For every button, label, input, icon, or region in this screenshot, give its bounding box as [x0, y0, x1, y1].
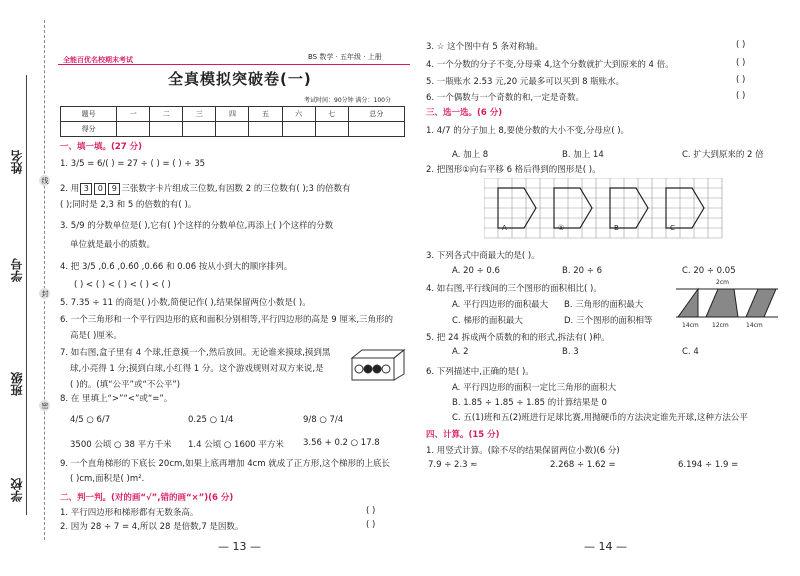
question-4-line-1: 4. 把 3/5 ,0.6̇ ,0.6̇0̇ ,0.66 和 0.06̇ 按从小到大的顺序排列。: [60, 262, 293, 272]
option[interactable]: C. 扩大到原来的 2 倍: [682, 150, 764, 160]
judge-6: 6. 一个偶数与一个奇数的和,一定是奇数。: [426, 93, 585, 103]
option[interactable]: B. 三角形的面积最大: [564, 300, 644, 310]
page-number: — 14 —: [584, 540, 627, 553]
binding-line: [26, 75, 27, 515]
compare-item: 4/5 ○ 6/7: [70, 415, 111, 425]
answer-paren[interactable]: ( ): [366, 506, 376, 516]
judge-5: 5. 一瓶账水 2.53 元,20 元最多可以买到 8 瓶账水。: [426, 77, 625, 87]
score-cell: 题号: [61, 107, 117, 122]
seal-mark-secret: 密: [41, 402, 49, 409]
question-6-line-2: 高是( )厘米。: [70, 331, 122, 341]
ball-box-figure: [350, 348, 406, 382]
option[interactable]: B. 3: [562, 347, 579, 357]
q2-prefix: 2. 用: [60, 184, 80, 194]
compare-item: 1.4 公顷 ○ 1600 平方米: [188, 440, 284, 450]
option[interactable]: B. 加上 14: [562, 150, 604, 160]
digit-card: 9: [108, 183, 120, 195]
option[interactable]: C. 20 ÷ 0.05: [682, 266, 736, 276]
score-cell: 六: [282, 107, 315, 122]
score-input-cell[interactable]: [150, 122, 183, 137]
grid-label: B: [614, 224, 619, 232]
judge-3: 3. ☆ 这个图中有 5 条对称轴。: [426, 42, 543, 52]
grade-info: BS 数学 · 五年级 · 上册: [308, 53, 382, 61]
score-cell: 一: [117, 107, 150, 122]
compare-item: 0.25 ○ 1/4: [188, 415, 234, 425]
option[interactable]: A. 平行四边形的面积最大: [452, 300, 549, 310]
section-fill: 一、填一填。(27 分): [60, 142, 143, 152]
score-value-row: [61, 122, 405, 137]
score-input-cell[interactable]: [315, 122, 348, 137]
question-3-line-1: 3. 5/9 的分数单位是( ),它有( )个这样的分数单位,再添上( )个这样的分数: [60, 221, 334, 231]
answer-paren[interactable]: ( ): [736, 75, 746, 85]
calc-item: 2.268 ÷ 1.62 =: [550, 460, 616, 470]
score-input-cell[interactable]: [183, 122, 216, 137]
parallel-shapes-figure: [676, 283, 778, 323]
score-input-cell[interactable]: [282, 122, 315, 137]
answer-paren[interactable]: ( ): [736, 91, 746, 101]
score-cell: 得分: [61, 122, 117, 137]
choose-2: 2. 把图形①向右平移 6 格后得到的图形是( )。: [426, 165, 601, 175]
dim-label: 14cm: [682, 322, 699, 329]
score-input-cell[interactable]: [117, 122, 150, 137]
option[interactable]: D. 三个图形的面积相等: [564, 316, 653, 326]
dim-label: 2cm: [716, 279, 729, 286]
score-cell: 五: [249, 107, 282, 122]
option[interactable]: B. 1.85 ÷ 1.85 ÷ 1.85 的计算结果是 0: [452, 398, 607, 408]
translation-grid-figure: [484, 178, 724, 240]
dim-label: 14cm: [746, 322, 763, 329]
name-label: 姓名: [10, 150, 24, 174]
page-number: — 13 —: [218, 540, 261, 553]
grid-label: ①: [558, 224, 565, 232]
question-6-line-1: 6. 一个三角形和一个平行四边形的底和面积分别相等,平行四边形的高是 9 厘米,三角形的: [60, 315, 394, 325]
choose-6: 6. 下列描述中,正确的是( )。: [426, 367, 534, 377]
choose-1: 1. 4/7 的分子加上 8,要使分数的大小不变,分母应( )。: [426, 126, 630, 136]
seal-mark-seal: 封: [41, 290, 49, 297]
compare-item: 3.56 + 0.2 ○ 17.8: [303, 438, 380, 448]
seal-mark-line: 线: [41, 177, 49, 184]
score-cell: 总分: [348, 107, 404, 122]
question-4-line-2: ( ) < ( ) < ( ) < ( ) < ( ): [74, 280, 171, 290]
binding-margin: [0, 0, 52, 576]
question-2-line-2: ( );同时是 2,3 和 5 的倍数的有( )。: [60, 200, 197, 210]
dim-label: 12cm: [712, 322, 729, 329]
judge-1: 1. 平行四边形和梯形都有无数条高。: [60, 508, 199, 518]
calc-1: 1. 用竖式计算。(除不尽的结果保留两位小数)(6 分): [426, 446, 620, 456]
school-label: 学校: [10, 478, 24, 502]
answer-paren[interactable]: ( ): [366, 520, 376, 530]
option[interactable]: C. 五(1)班和五(2)班进行足球比赛,用抛硬币的方法决定谁先开球,这种方法公平: [452, 413, 748, 423]
question-9-line-1: 9. 一个直角梯形的下底长 20cm,如果上底再增加 4cm 就成了正方形,这个梯形的上底长: [60, 459, 390, 469]
score-input-cell[interactable]: [249, 122, 282, 137]
choose-3: 3. 下列各式中商最大的是( )。: [426, 251, 540, 261]
question-2-line-1: [60, 182, 351, 195]
cut-line: [44, 20, 45, 540]
score-cell: 七: [315, 107, 348, 122]
grid-label: A: [502, 224, 507, 232]
score-header-row: [61, 107, 405, 122]
question-7-line-1: 7. 如右图,盒子里有 4 个球,任意摸一个,然后放回。无论谁来摸球,摸到黑: [60, 348, 331, 358]
score-input-cell[interactable]: [348, 122, 404, 137]
option[interactable]: C. 4: [682, 347, 699, 357]
option[interactable]: C. 梯形的面积最大: [452, 316, 523, 326]
q2-text: 三张数字卡片组成三位数,有因数 2 的三位数有( );3 的倍数有: [121, 184, 351, 194]
section-calc: 四、计算。(15 分): [426, 430, 500, 440]
score-table: [60, 106, 405, 137]
series-name: 全能百优名校期末考试: [63, 56, 133, 64]
option[interactable]: A. 平行四边形的面积一定比三角形的面积大: [452, 383, 617, 393]
question-7-line-3: ( )的。(填“公平”或“不公平”): [70, 380, 181, 390]
section-choose: 三、选一选。(6 分): [426, 108, 503, 118]
option[interactable]: A. 2: [452, 347, 469, 357]
choose-4: 4. 如右图,平行线间的三个图形的面积相比( )。: [426, 284, 602, 294]
option[interactable]: B. 20 ÷ 6: [562, 266, 602, 276]
section-judge: 二、判一判。(对的画“√”,错的画“×”)(6 分): [60, 493, 234, 503]
answer-paren[interactable]: ( ): [736, 40, 746, 50]
score-cell: 三: [183, 107, 216, 122]
calc-item: 7.9 ÷ 2.3 ≈: [428, 460, 478, 470]
question-3-line-2: 单位就是最小的质数。: [70, 240, 156, 250]
score-cell: 四: [216, 107, 249, 122]
header-rule: [58, 64, 410, 65]
choose-5: 5. 把 24 拆成两个质数的和的形式,拆法有( )种。: [426, 333, 610, 343]
calc-item: 6.194 ÷ 1.9 =: [678, 460, 739, 470]
student-id-label: 学号: [10, 258, 24, 282]
option[interactable]: A. 加上 8: [452, 150, 489, 160]
question-9-line-2: ( )cm,面积是( )m².: [70, 474, 145, 484]
digit-card: 0: [94, 183, 106, 195]
class-label: 班级: [10, 372, 24, 396]
compare-item: 9/8 ○ 7/4: [303, 415, 344, 425]
question-1: 1. 3/5 = 6/( ) = 27 ÷ ( ) = ( ) ÷ 35: [60, 159, 206, 169]
score-input-cell[interactable]: [216, 122, 249, 137]
time-info: 考试时间：90分钟 满分：100分: [304, 97, 391, 104]
answer-paren[interactable]: ( ): [736, 58, 746, 68]
judge-2: 2. 因为 28 ÷ 7 = 4,所以 28 是倍数,7 是因数。: [60, 522, 244, 532]
question-7-line-2: 球,小亮得 1 分;摸到白球,小红得 1 分。这个游戏规则对双方来说,是: [70, 364, 324, 374]
digit-card: 3: [80, 183, 92, 195]
question-5: 5. 7.35 ÷ 11 的商是( )小数,简便记作( ),结果保留两位小数是( )。: [60, 298, 311, 308]
question-8: 8. 在 里填上“>”“<”或“=”。: [60, 394, 173, 404]
option[interactable]: A. 20 ÷ 0.6: [452, 266, 500, 276]
exam-title: 全真模拟突破卷(一): [168, 70, 312, 88]
judge-4: 4. 一个分数的分子不变,分母乘 4,这个分数就扩大到原来的 4 倍。: [426, 60, 674, 70]
score-cell: 二: [150, 107, 183, 122]
compare-item: 3500 公顷 ○ 38 平方千米: [70, 440, 172, 450]
grid-label: C: [670, 224, 675, 232]
